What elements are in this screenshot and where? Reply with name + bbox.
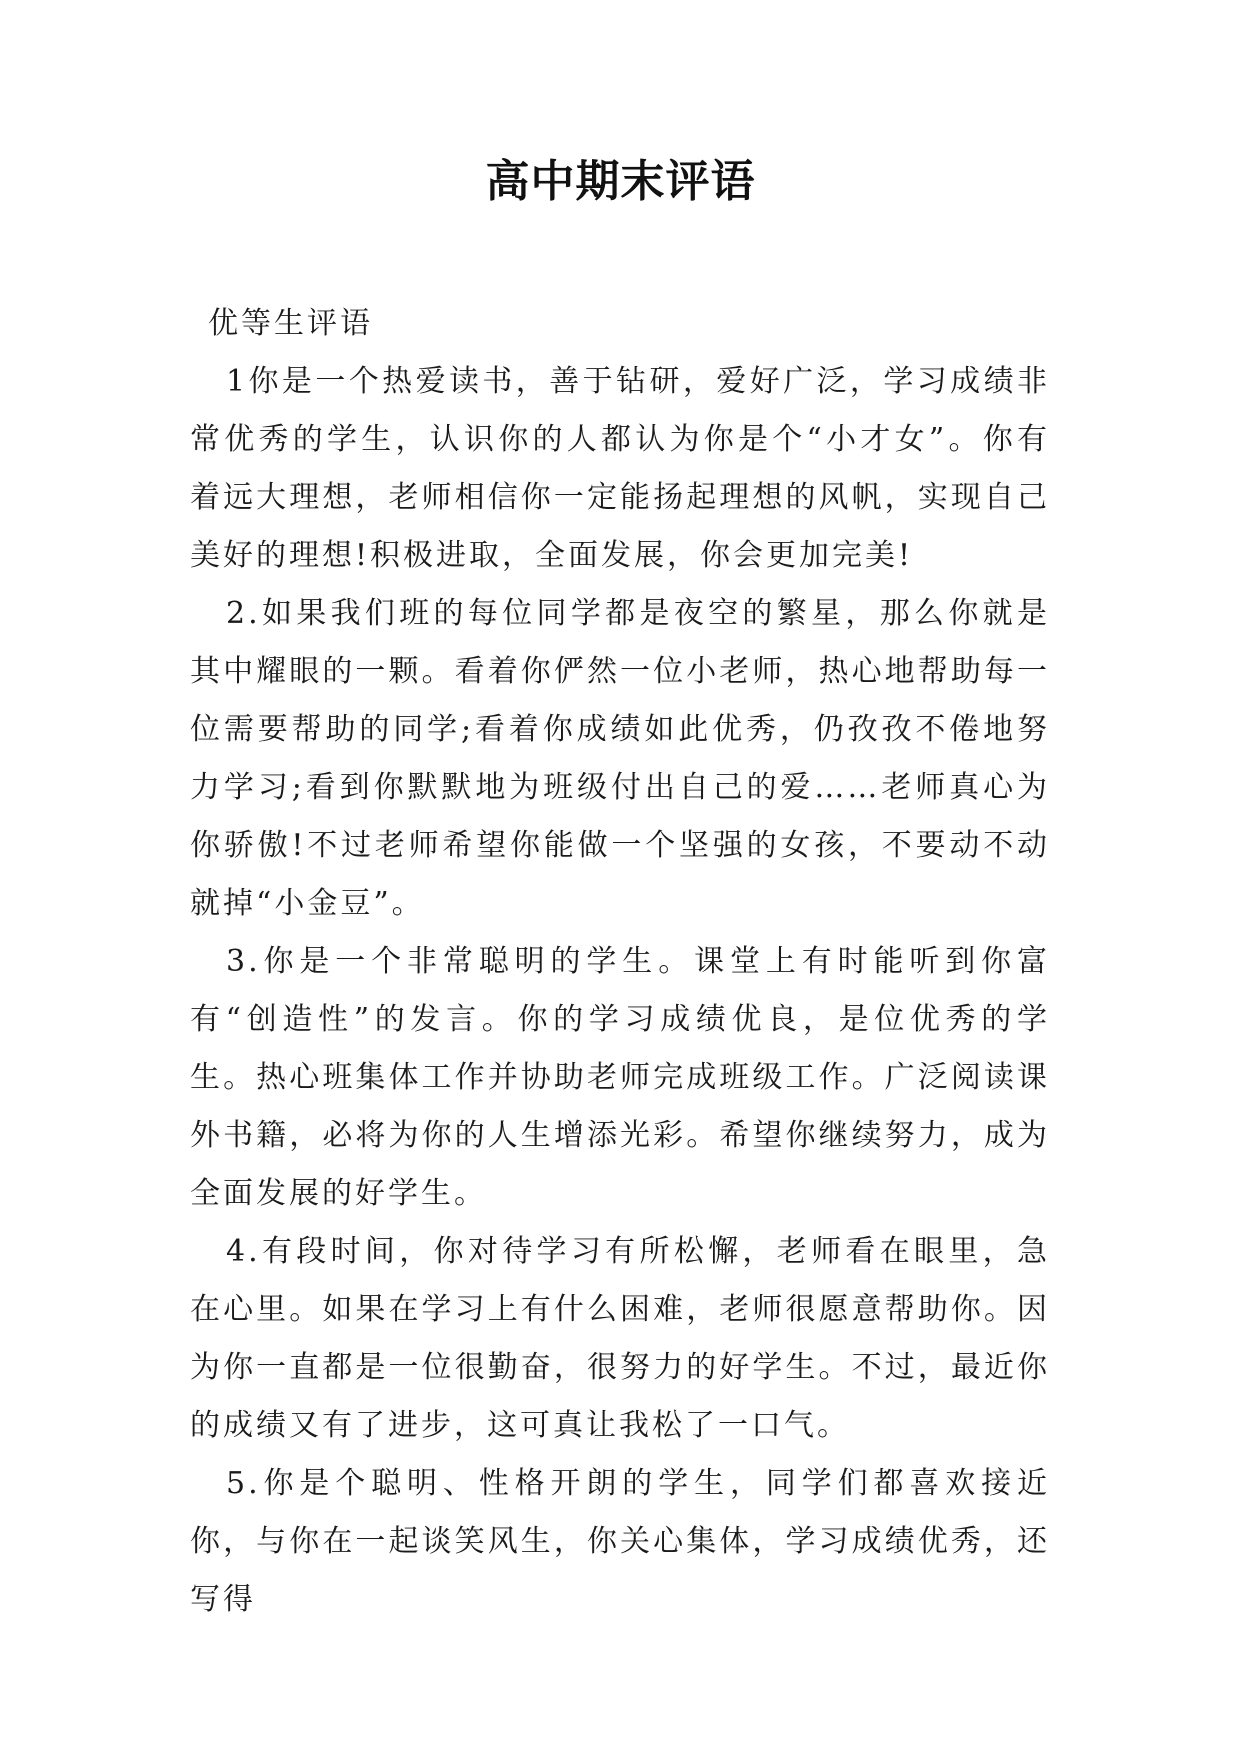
comment-paragraph-2: 2.如果我们班的每位同学都是夜空的繁星，那么你就是其中耀眼的一颗。看着你俨然一位小老师，热心地帮助每一位需要帮助的同学;看着你成绩如此优秀，仍孜孜不倦地努力学习;看到你默默地为班级付出自己的爱……老师真心为你骄傲!不过老师希望你能做一个坚强的女孩，不要动不动就掉“小金豆”。 [190,596,1050,921]
comment-paragraph-3: 3.你是一个非常聪明的学生。课堂上有时能听到你富有“创造性”的发言。你的学习成绩优良，是位优秀的学生。热心班集体工作并协助老师完成班级工作。广泛阅读课外书籍，必将为你的人生增添光彩。希望你继续努力，成为全面发展的好学生。 [190,944,1050,1211]
comment-paragraph-5: 5.你是个聪明、性格开朗的学生，同学们都喜欢接近你，与你在一起谈笑风生，你关心集体，学习成绩优秀，还写得 [190,1466,1050,1617]
document-title: 高中期末评语 [485,156,756,207]
document-body [190,295,1050,1629]
comment-paragraph-4: 4.有段时间，你对待学习有所松懈，老师看在眼里，急在心里。如果在学习上有什么困难，老师很愿意帮助你。因为你一直都是一位很勤奋，很努力的好学生。不过，最近你的成绩又有了进步，这可真让我松了一口气。 [190,1234,1050,1443]
comment-paragraph-1: 1你是一个热爱读书，善于钻研，爱好广泛，学习成绩非常优秀的学生，认识你的人都认为你是个“小才女”。你有着远大理想，老师相信你一定能扬起理想的风帆，实现自己美好的理想!积极进取，全面发展，你会更加完美! [190,364,1050,573]
section-heading: 优等生评语 [208,306,373,341]
